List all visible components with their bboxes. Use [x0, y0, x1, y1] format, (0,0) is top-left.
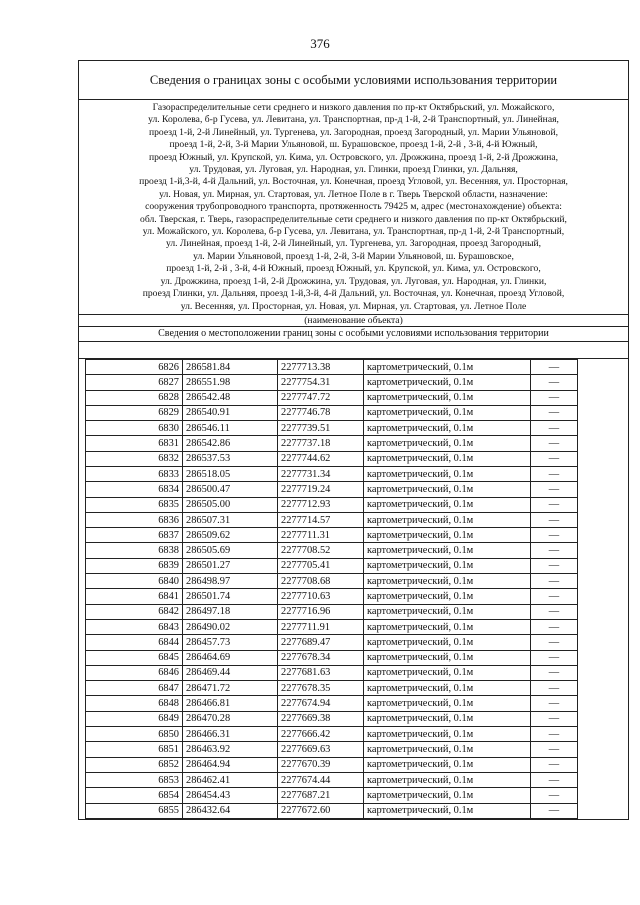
table-row: [86, 727, 578, 742]
method-cell: картометрический, 0.1м: [364, 574, 531, 589]
description-line: ул. Весенняя, ул. Просторная, ул. Новая, ул. Мирная, ул. Стартовая, ул. Летное Поле: [180, 300, 527, 312]
x-coordinate-cell: 286537.53: [183, 451, 278, 466]
table-row: [86, 421, 578, 436]
description-cell: —: [531, 421, 578, 436]
description-cell: —: [531, 604, 578, 619]
x-coordinate-cell: 286466.81: [183, 696, 278, 711]
x-coordinate-cell: 286490.02: [183, 619, 278, 634]
x-coordinate-cell: 286432.64: [183, 803, 278, 818]
point-number-cell: 6830: [86, 421, 183, 436]
y-coordinate-cell: 2277674.44: [278, 772, 364, 787]
table-row: [86, 574, 578, 589]
x-coordinate-cell: 286540.91: [183, 405, 278, 420]
y-coordinate-cell: 2277689.47: [278, 635, 364, 650]
point-number-cell: 6833: [86, 466, 183, 481]
table-row: [86, 742, 578, 757]
y-coordinate-cell: 2277716.96: [278, 604, 364, 619]
method-cell: картометрический, 0.1м: [364, 665, 531, 680]
method-cell: картометрический, 0.1м: [364, 558, 531, 573]
table-row: [86, 635, 578, 650]
description-cell: —: [531, 482, 578, 497]
y-coordinate-cell: 2277669.38: [278, 711, 364, 726]
y-coordinate-cell: 2277711.31: [278, 528, 364, 543]
description-line: ул. Трудовая, ул. Луговая, ул. Народная, ул. Глинки, проезд Глинки, ул. Дальняя,: [189, 164, 518, 176]
point-number-cell: 6827: [86, 375, 183, 390]
description-cell: —: [531, 528, 578, 543]
description-cell: —: [531, 558, 578, 573]
point-number-cell: 6847: [86, 681, 183, 696]
table-row: [86, 803, 578, 818]
description-cell: —: [531, 727, 578, 742]
x-coordinate-cell: 286471.72: [183, 681, 278, 696]
description-cell: —: [531, 497, 578, 512]
method-cell: картометрический, 0.1м: [364, 405, 531, 420]
description-line: проезд 1-й, 2-й Линейный, ул. Тургенева, ул. Загородная, проезд Загородный, ул. Марии Ульяновой,: [148, 126, 558, 138]
y-coordinate-cell: 2277666.42: [278, 727, 364, 742]
y-coordinate-cell: 2277712.93: [278, 497, 364, 512]
x-coordinate-cell: 286469.44: [183, 665, 278, 680]
x-coordinate-cell: 286457.73: [183, 635, 278, 650]
y-coordinate-cell: 2277678.34: [278, 650, 364, 665]
point-number-cell: 6832: [86, 451, 183, 466]
x-coordinate-cell: 286501.27: [183, 558, 278, 573]
point-number-cell: 6841: [86, 589, 183, 604]
description-line: ул. Дрожжина, проезд 1-й, 2-й Дрожжина, ул. Трудовая, ул. Луговая, ул. Народная, ул. Глинки,: [160, 275, 547, 287]
method-cell: картометрический, 0.1м: [364, 681, 531, 696]
y-coordinate-cell: 2277708.68: [278, 574, 364, 589]
y-coordinate-cell: 2277710.63: [278, 589, 364, 604]
x-coordinate-cell: 286497.18: [183, 604, 278, 619]
table-row: [86, 359, 578, 374]
y-coordinate-cell: 2277746.78: [278, 405, 364, 420]
point-number-cell: 6849: [86, 711, 183, 726]
y-coordinate-cell: 2277714.57: [278, 512, 364, 527]
description-cell: —: [531, 681, 578, 696]
description-cell: —: [531, 359, 578, 374]
description-line: сооружения трубопроводного транспорта, протяженность 79425 м, адрес (местонахождение) объекта:: [145, 201, 562, 213]
description-line: проезд Южный, ул. Крупской, ул. Кима, ул. Островского, ул. Дрожжина, проезд 1-й, 2-й Дрожжина,: [148, 151, 559, 163]
point-number-cell: 6843: [86, 619, 183, 634]
method-cell: картометрический, 0.1м: [364, 757, 531, 772]
y-coordinate-cell: 2277719.24: [278, 482, 364, 497]
description-line: ул. Линейная, проезд 1-й, 2-й Линейный, ул. Тургенева, ул. Загородная, проезд Загородный,: [165, 238, 542, 250]
description-cell: —: [531, 665, 578, 680]
method-cell: картометрический, 0.1м: [364, 803, 531, 818]
table-row: [86, 466, 578, 481]
description-cell: —: [531, 803, 578, 818]
point-number-cell: 6845: [86, 650, 183, 665]
y-coordinate-cell: 2277754.31: [278, 375, 364, 390]
method-cell: картометрический, 0.1м: [364, 742, 531, 757]
form-title: Сведения о границах зоны с особыми условиями использования территории: [79, 61, 628, 100]
x-coordinate-cell: 286551.98: [183, 375, 278, 390]
description-line: проезд 1-й, 2-й, 3-й Марии Ульяновой, ш. Бурашовское, проезд 1-й, 2-й , 3-й, 4-й Южный,: [169, 139, 538, 151]
table-row: [86, 482, 578, 497]
method-cell: картометрический, 0.1м: [364, 635, 531, 650]
method-cell: картометрический, 0.1м: [364, 727, 531, 742]
object-description: [79, 100, 628, 315]
description-cell: —: [531, 696, 578, 711]
description-cell: —: [531, 543, 578, 558]
point-number-cell: 6850: [86, 727, 183, 742]
table-row: [86, 558, 578, 573]
method-cell: картометрический, 0.1м: [364, 788, 531, 803]
x-coordinate-cell: 286507.31: [183, 512, 278, 527]
zone-boundary-form: [78, 60, 629, 820]
point-number-cell: 6846: [86, 665, 183, 680]
x-coordinate-cell: 286454.43: [183, 788, 278, 803]
description-line: ул. Королева, б-р Гусева, ул. Левитана, ул. Транспортная, пр-д 1-й, 2-й Транспортный, ул. Линейная,: [148, 114, 559, 126]
method-cell: картометрический, 0.1м: [364, 375, 531, 390]
description-line: ул. Марии Ульяновой, проезд 1-й, 2-й, 3-й Марии Ульяновой, ш. Бурашовское,: [193, 250, 514, 262]
description-cell: —: [531, 742, 578, 757]
point-number-cell: 6840: [86, 574, 183, 589]
y-coordinate-cell: 2277744.62: [278, 451, 364, 466]
x-coordinate-cell: 286505.00: [183, 497, 278, 512]
description-cell: —: [531, 635, 578, 650]
point-number-cell: 6835: [86, 497, 183, 512]
table-row: [86, 390, 578, 405]
page-number: 376: [310, 36, 330, 51]
description-cell: —: [531, 619, 578, 634]
table-row: [86, 436, 578, 451]
point-number-cell: 6828: [86, 390, 183, 405]
method-cell: картометрический, 0.1м: [364, 696, 531, 711]
table-row: [86, 665, 578, 680]
description-cell: —: [531, 466, 578, 481]
y-coordinate-cell: 2277711.91: [278, 619, 364, 634]
point-number-cell: 6844: [86, 635, 183, 650]
table-row: [86, 788, 578, 803]
y-coordinate-cell: 2277674.94: [278, 696, 364, 711]
description-line: Газораспределительные сети среднего и низкого давления по пр-кт Октябрьский, ул. Можайского,: [152, 102, 555, 113]
table-row: [86, 589, 578, 604]
method-cell: картометрический, 0.1м: [364, 528, 531, 543]
point-number-cell: 6826: [86, 359, 183, 374]
point-number-cell: 6836: [86, 512, 183, 527]
point-number-cell: 6852: [86, 757, 183, 772]
description-cell: —: [531, 757, 578, 772]
x-coordinate-cell: 286464.94: [183, 757, 278, 772]
table-row: [86, 757, 578, 772]
method-cell: картометрический, 0.1м: [364, 543, 531, 558]
method-cell: картометрический, 0.1м: [364, 451, 531, 466]
description-line: проезд Глинки, ул. Дальняя, проезд 1-й,3-й, 4-й Дальний, ул. Восточная, ул. Конечная, проезд Угловой,: [142, 288, 565, 300]
x-coordinate-cell: 286500.47: [183, 482, 278, 497]
y-coordinate-cell: 2277739.51: [278, 421, 364, 436]
point-number-cell: 6842: [86, 604, 183, 619]
method-cell: картометрический, 0.1м: [364, 604, 531, 619]
table-row: [86, 604, 578, 619]
method-cell: картометрический, 0.1м: [364, 650, 531, 665]
x-coordinate-cell: 286466.31: [183, 727, 278, 742]
x-coordinate-cell: 286464.69: [183, 650, 278, 665]
description-cell: —: [531, 788, 578, 803]
method-cell: картометрический, 0.1м: [364, 359, 531, 374]
table-row: [86, 512, 578, 527]
table-row: [86, 497, 578, 512]
method-cell: картометрический, 0.1м: [364, 466, 531, 481]
description-cell: —: [531, 772, 578, 787]
description-line: обл. Тверская, г. Тверь, газораспределительные сети среднего и низкого давления по пр-кт Октябрьский,: [140, 213, 567, 225]
y-coordinate-cell: 2277747.72: [278, 390, 364, 405]
table-row: [86, 543, 578, 558]
x-coordinate-cell: 286463.92: [183, 742, 278, 757]
method-cell: картометрический, 0.1м: [364, 421, 531, 436]
point-number-cell: 6851: [86, 742, 183, 757]
object-name-caption: (наименование объекта): [79, 315, 628, 327]
description-line: проезд 1-й,3-й, 4-й Дальний, ул. Восточная, ул. Конечная, проезд Угловой, ул. Весенняя, ул. Просторная,: [139, 176, 568, 188]
x-coordinate-cell: 286518.05: [183, 466, 278, 481]
y-coordinate-cell: 2277708.52: [278, 543, 364, 558]
point-number-cell: 6838: [86, 543, 183, 558]
method-cell: картометрический, 0.1м: [364, 772, 531, 787]
x-coordinate-cell: 286509.62: [183, 528, 278, 543]
y-coordinate-cell: 2277731.34: [278, 466, 364, 481]
y-coordinate-cell: 2277678.35: [278, 681, 364, 696]
description-cell: —: [531, 650, 578, 665]
description-cell: —: [531, 405, 578, 420]
y-coordinate-cell: 2277737.18: [278, 436, 364, 451]
description-cell: —: [531, 390, 578, 405]
table-row: [86, 405, 578, 420]
point-number-cell: 6837: [86, 528, 183, 543]
point-number-cell: 6848: [86, 696, 183, 711]
description-cell: —: [531, 574, 578, 589]
point-number-cell: 6831: [86, 436, 183, 451]
method-cell: картометрический, 0.1м: [364, 436, 531, 451]
method-cell: картометрический, 0.1м: [364, 711, 531, 726]
description-cell: —: [531, 451, 578, 466]
y-coordinate-cell: 2277713.38: [278, 359, 364, 374]
table-row: [86, 451, 578, 466]
method-cell: картометрический, 0.1м: [364, 497, 531, 512]
y-coordinate-cell: 2277705.41: [278, 558, 364, 573]
table-row: [86, 711, 578, 726]
y-coordinate-cell: 2277672.60: [278, 803, 364, 818]
description-line: ул. Новая, ул. Мирная, ул. Стартовая, ул. Летное Поле в г. Тверь Тверской области, назначение:: [159, 188, 548, 200]
point-number-cell: 6829: [86, 405, 183, 420]
method-cell: картометрический, 0.1м: [364, 589, 531, 604]
table-row: [86, 650, 578, 665]
table-row: [86, 696, 578, 711]
table-row: [86, 619, 578, 634]
point-number-cell: 6855: [86, 803, 183, 818]
description-line: проезд 1-й, 2-й , 3-й, 4-й Южный, проезд Южный, ул. Крупской, ул. Кима, ул. Островского,: [166, 263, 541, 275]
x-coordinate-cell: 286542.86: [183, 436, 278, 451]
description-line: ул. Можайского, ул. Королева, б-р Гусева, ул. Левитана, ул. Транспортная, пр-д 1-й, 2-й Транспортный,: [142, 226, 565, 238]
description-cell: —: [531, 589, 578, 604]
x-coordinate-cell: 286505.69: [183, 543, 278, 558]
table-header-spacer: [79, 342, 628, 359]
coordinates-table: [85, 359, 578, 819]
table-row: [86, 772, 578, 787]
table-row: [86, 375, 578, 390]
method-cell: картометрический, 0.1м: [364, 619, 531, 634]
point-number-cell: 6834: [86, 482, 183, 497]
y-coordinate-cell: 2277670.39: [278, 757, 364, 772]
x-coordinate-cell: 286470.28: [183, 711, 278, 726]
method-cell: картометрический, 0.1м: [364, 390, 531, 405]
y-coordinate-cell: 2277669.63: [278, 742, 364, 757]
x-coordinate-cell: 286546.11: [183, 421, 278, 436]
x-coordinate-cell: 286501.74: [183, 589, 278, 604]
x-coordinate-cell: 286498.97: [183, 574, 278, 589]
method-cell: картометрический, 0.1м: [364, 512, 531, 527]
table-row: [86, 528, 578, 543]
description-cell: —: [531, 711, 578, 726]
y-coordinate-cell: 2277687.21: [278, 788, 364, 803]
location-caption: Сведения о местоположении границ зоны с особыми условиями использования территории: [79, 327, 628, 342]
method-cell: картометрический, 0.1м: [364, 482, 531, 497]
table-row: [86, 681, 578, 696]
description-cell: —: [531, 375, 578, 390]
y-coordinate-cell: 2277681.63: [278, 665, 364, 680]
description-cell: —: [531, 512, 578, 527]
description-cell: —: [531, 436, 578, 451]
x-coordinate-cell: 286581.84: [183, 359, 278, 374]
x-coordinate-cell: 286462.41: [183, 772, 278, 787]
point-number-cell: 6854: [86, 788, 183, 803]
point-number-cell: 6853: [86, 772, 183, 787]
x-coordinate-cell: 286542.48: [183, 390, 278, 405]
point-number-cell: 6839: [86, 558, 183, 573]
